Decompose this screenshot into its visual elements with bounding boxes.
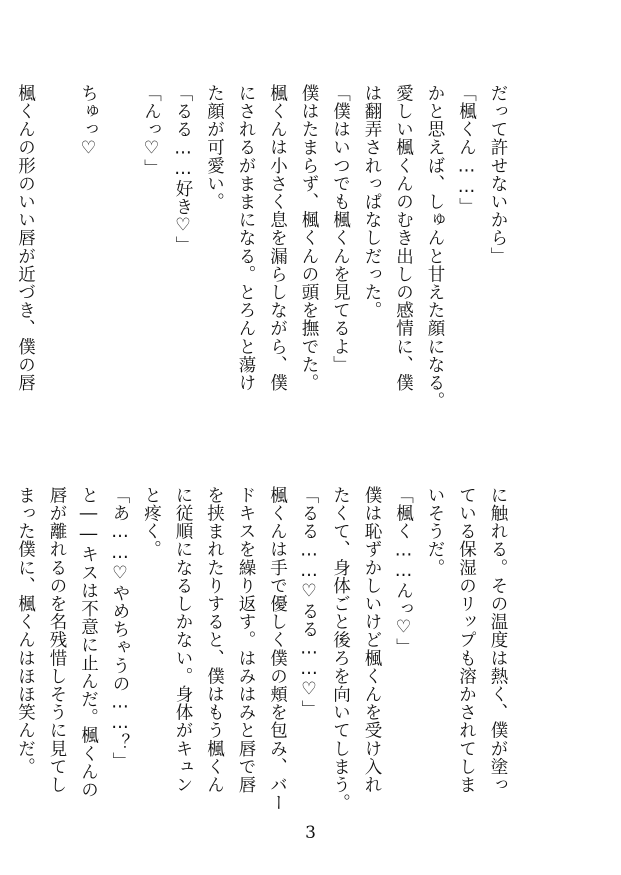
text-line: 僕は恥ずかしいけど楓くんを受け入れ [362,486,382,794]
text-block-upper [9,84,513,464]
text-line: に触れる。その温度は熱く、僕が塗っ [488,486,508,794]
text-line: たくて、身体ごと後ろを向いてしまう。 [330,486,351,812]
text-line: 楓くんの形のいい唇が近づき、僕の唇 [15,84,36,392]
text-line: ちゅっ♡ [78,84,99,159]
text-line: 楓くんは小さく息を漏らしながら、僕 [267,84,288,392]
text-line: 「るる……♡るる……♡」 [299,486,319,719]
text-line: 「るる……好き♡」 [173,84,193,255]
text-line: 「楓くん……」 [456,84,477,216]
text-line: と疼く。 [141,486,162,559]
text-line: だって許せないから」 [488,84,508,265]
text-line: を挟まれたりすると、僕はもう楓くん [204,486,225,794]
text-line: 「んっ♡」 [141,84,162,177]
text-line: ている保湿のリップも溶かされてしま [456,486,477,794]
text-line: ドキスを繰り返す。はみはみと唇で唇 [236,486,256,794]
text-line: 「楓く……んっ♡」 [393,486,414,657]
text-line: にされるがままになる。とろんと蕩け [236,84,256,392]
text-line: た顔が可愛い。 [204,84,225,211]
text-line: 愛しい楓くんのむき出しの感情に、僕 [393,84,414,392]
text-line: 唇が離れるのを名残惜しそうに見てし [47,486,67,794]
text-line: は翻弄されっぱなしだった。 [362,84,382,320]
blank-line [41,84,73,464]
text-line: 楓くんは手で優しく僕の頬を包み、バー [267,486,288,812]
text-line: かと思えば、しゅんと甘えた顔になる。 [425,84,445,410]
text-line: 「あ……♡やめちゃうの……？」 [110,486,130,770]
page-number: 3 [305,823,316,843]
blank-line [104,84,136,464]
text-line: 「僕はいつでも楓くんを見てるよ」 [330,84,351,374]
text-line: いそうだ。 [425,486,445,577]
text-line: に従順になるしかない。身体がキュン [173,486,193,794]
text-line: と――キスは不意に止んだ。楓くんの [78,486,99,799]
text-line: 僕はたまらず、楓くんの頭を撫でた。 [299,84,319,392]
text-line: まった僕に、楓くんはほほ笑んだ。 [15,486,36,776]
text-block-lower [9,486,513,816]
